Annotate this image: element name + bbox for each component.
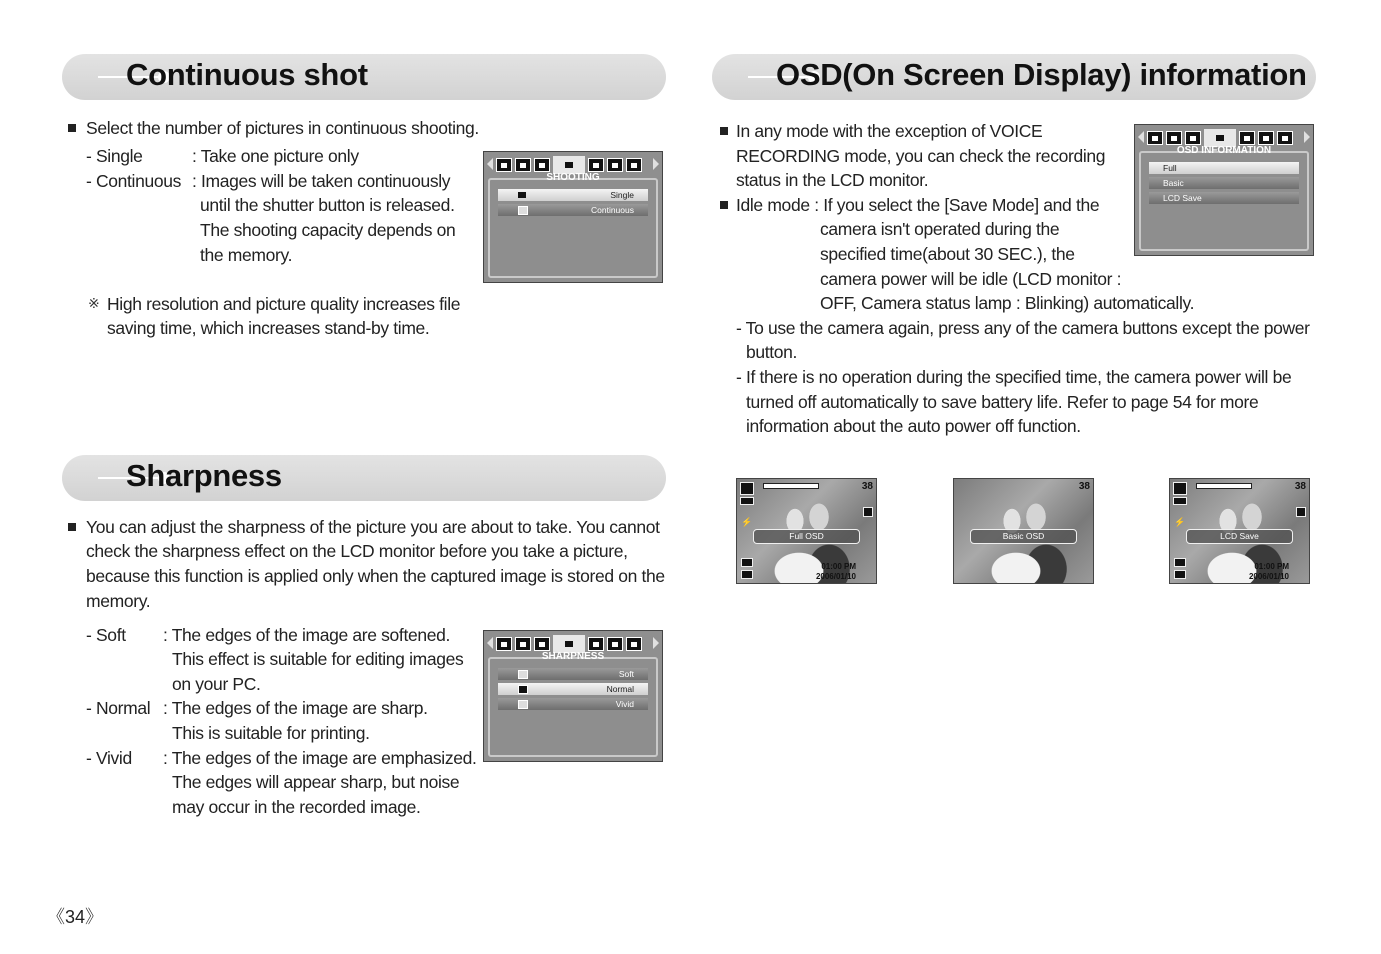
memory-card-icon [1174,570,1186,579]
menu-item-lcd-save: LCD Save [1149,192,1299,204]
shooting-menu-screen [483,151,663,283]
exposure-meter-icon [763,483,819,489]
image-size-icon [741,558,753,567]
osd-menu-screen [1134,124,1314,256]
sharpness-header [62,455,666,501]
vivid-desc-3: may occur in the recorded image. [172,797,421,817]
osd-p1-2: RECORDING mode, you can check the recording [736,146,1106,166]
arrow-right-icon [653,637,659,649]
sharpness-title: Sharpness [126,458,282,493]
quality-icon [863,507,873,517]
menu-item-soft: Soft [498,668,648,680]
osd-p2-2: camera isn't operated during the [820,219,1060,239]
sharpness-tab-icon [1185,131,1201,145]
osd-header [712,54,1316,100]
normal-desc-2: This is suitable for printing. [172,723,370,743]
memory-card-icon [741,570,753,579]
metering-tab-icon [534,158,550,172]
soft-desc-2: This effect is suitable for editing images [172,649,464,669]
page-number: 《34》 [47,907,104,927]
osd-p1-3: status in the LCD monitor. [736,170,929,190]
sharpness-menu-title: SHARPNESS [541,651,605,662]
quality-tab-icon [1147,131,1163,145]
osd-menu-title: OSD INFORMATION [1176,145,1272,156]
shot-count: 38 [1078,481,1090,492]
arrow-left-icon [1138,131,1144,143]
menu-item-single: Single [498,189,648,201]
sharpness-intro-2: check the sharpness effect on the LCD monitor before you take a picture, [86,541,628,561]
image-size-icon [1174,558,1186,567]
face-tab-icon [626,637,642,651]
preview-date: 2006/01/10 [1248,572,1289,581]
full-osd-preview [736,478,877,584]
normal-icon [518,685,528,694]
basic-osd-preview [953,478,1094,584]
normal-desc-1: : The edges of the image are sharp. [163,698,428,718]
continuous-note-1: High resolution and picture quality increases file [107,294,461,314]
effect-tab-icon [607,637,623,651]
osd-mode-label: Full OSD [753,529,860,544]
flash-auto-icon: ⚡ [741,517,753,527]
continuous-desc-1: : Images will be taken continuously [192,171,451,191]
shooting-tab-icon [1166,131,1182,145]
arrow-right-icon [653,158,659,170]
bullet-square-icon [68,523,76,531]
vivid-icon [518,700,528,709]
osd-p1-1: In any mode with the exception of VOICE [736,121,1043,141]
menu-item-normal: Normal [498,683,648,695]
sharpness-intro-4: memory. [86,591,151,611]
soft-desc-1: : The edges of the image are softened. [163,625,450,645]
bullet-square-icon [720,201,728,209]
quality-icon [1296,507,1306,517]
quality-tab-icon [515,637,531,651]
soft-icon [518,670,528,679]
bullet-square-icon [720,127,728,135]
shot-count: 38 [861,481,873,492]
continuous-desc-2: until the shutter button is released. [200,195,455,215]
exposure-meter-icon [1196,483,1252,489]
sharpness-intro-3: because this function is applied only when the captured image is stored on the [86,566,665,586]
osd-tab-icon [588,637,604,651]
bullet-square-icon [68,124,76,132]
osd-p2-5: OFF, Camera status lamp : Blinking) automatically. [820,293,1195,313]
osd-d2-2: turned off automatically to save battery life. Refer to page 54 for more [746,392,1259,412]
osd-tab-icon [607,158,623,172]
continuous-note-2: saving time, which increases stand-by time. [107,318,430,338]
osd-p2-3: specified time(about 30 SEC.), the [820,244,1075,264]
shooting-tab-icon [534,637,550,651]
continuous-desc-3: The shooting capacity depends on [200,220,456,240]
metering-tab-icon [496,637,512,651]
continuous-shot-title: Continuous shot [126,57,368,92]
lcd-save-preview [1169,478,1310,584]
osd-title: OSD(On Screen Display) information [776,57,1307,92]
note-symbol: ※ [88,295,100,311]
continuous-desc-4: the memory. [200,245,293,265]
osd-p2-1: Idle mode : If you select the [Save Mode] and the [736,195,1100,215]
arrow-right-icon [1304,131,1310,143]
preview-date: 2006/01/10 [815,572,856,581]
single-shot-icon [518,192,526,198]
vivid-desc-2: The edges will appear sharp, but noise [172,772,460,792]
osd-d1-1: - To use the camera again, press any of the camera buttons except the power [736,318,1310,338]
size-tab-icon [496,158,512,172]
arrow-left-icon [487,637,493,649]
continuous-intro: Select the number of pictures in continuous shooting. [86,118,479,138]
continuous-term: - Continuous [86,171,182,191]
flash-auto-icon: ⚡ [1174,517,1186,527]
preview-time: 01:00 PM [1254,562,1289,571]
arrow-left-icon [487,158,493,170]
shooting-menu-title: SHOOTING [546,172,600,183]
camera-mode-icon [1173,482,1187,495]
battery-icon [740,497,754,505]
preview-time: 01:00 PM [821,562,856,571]
sharpness-tab-icon [588,158,604,172]
sharpness-intro-1: You can adjust the sharpness of the picture you are about to take. You cannot [86,517,660,537]
osd-d2-3: information about the auto power off function. [746,416,1081,436]
single-term: - Single [86,146,143,166]
menu-item-continuous: Continuous [498,204,648,216]
effect-tab-icon [1239,131,1255,145]
continuous-shot-icon [518,206,528,215]
single-desc: : Take one picture only [192,146,359,166]
camera-mode-icon [740,482,754,495]
shot-count: 38 [1294,481,1306,492]
continuous-shot-header [62,54,666,100]
vivid-desc-1: : The edges of the image are emphasized. [163,748,477,768]
menu-item-basic: Basic [1149,177,1299,189]
camera-tab-icon [1277,131,1293,145]
osd-d1-2: button. [746,342,798,362]
menu-item-vivid: Vivid [498,698,648,710]
osd-mode-label: Basic OSD [970,529,1077,544]
osd-d2-1: - If there is no operation during the specified time, the camera power will be [736,367,1292,387]
quality-tab-icon [515,158,531,172]
vivid-term: - Vivid [86,748,132,768]
battery-icon [1173,497,1187,505]
face-tab-icon [1258,131,1274,145]
soft-term: - Soft [86,625,126,645]
effect-tab-icon [626,158,642,172]
normal-term: - Normal [86,698,151,718]
osd-mode-label: LCD Save [1186,529,1293,544]
soft-desc-3: on your PC. [172,674,261,694]
sharpness-menu-screen [483,630,663,762]
menu-item-full: Full [1149,162,1299,174]
osd-p2-4: camera power will be idle (LCD monitor : [820,269,1122,289]
